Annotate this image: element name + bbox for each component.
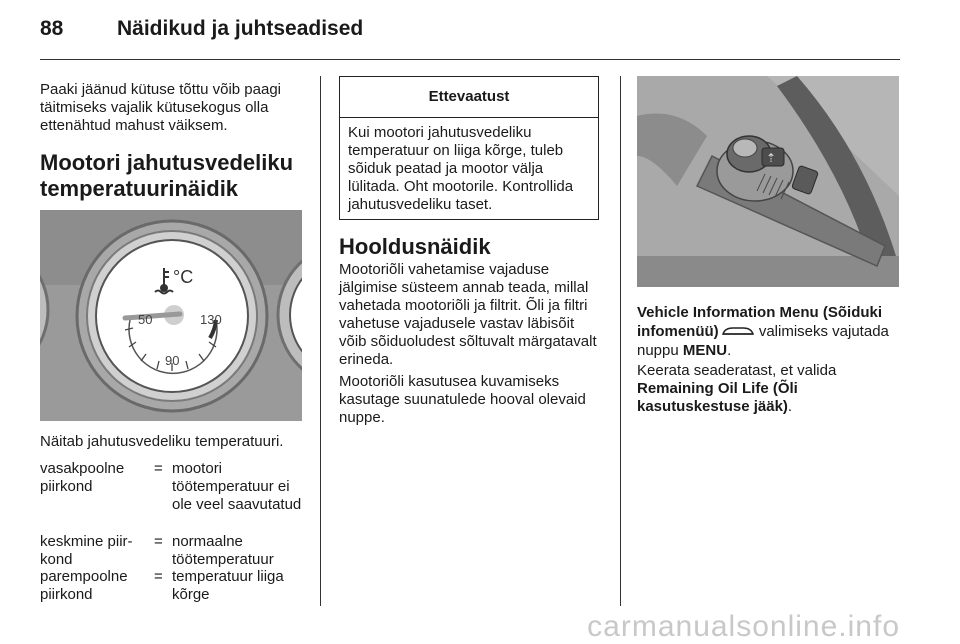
definition-desc: mootori töötemperatuur ei ole veel saavutatud	[172, 460, 302, 513]
definition-term: keskmine piir- kond	[40, 533, 133, 568]
intro-paragraph: Paaki jäänud kütuse tõttu võib paagi täitmiseks vajalik kütusekogus olla ettenähtud mahust väiksem.	[40, 81, 282, 134]
car-info-icon	[721, 324, 755, 338]
service-heading: Hooldusnäidik	[339, 234, 491, 259]
menu-paragraph	[637, 303, 903, 360]
section-title: Näidikud ja juhtseadised	[117, 17, 364, 40]
definition-row-left	[40, 460, 310, 532]
coolant-heading: Mootori jahutusvedeliku temperatuurinäidik	[40, 150, 294, 201]
column-divider-2	[620, 76, 621, 606]
column-divider-1	[320, 76, 321, 606]
menu-button-label: MENU	[682, 342, 728, 359]
tick-label-low: 50	[138, 312, 153, 327]
definition-sep: =	[154, 568, 163, 585]
definition-term: parempoolne piirkond	[40, 568, 128, 603]
select-instruction: Keerata seaderatast, et valida	[637, 362, 837, 379]
page-number: 88	[40, 17, 64, 40]
menu-end: .	[727, 342, 732, 359]
definition-desc: normaalne töötemperatuur	[172, 533, 274, 568]
select-end: .	[787, 398, 793, 415]
definition-desc: temperatuur liiga kõrge	[172, 568, 284, 603]
definition-row-right	[40, 568, 310, 604]
service-paragraph-2: Mootoriõli kasutusea kuvamiseks kasutage suunatulede hooval olevaid nuppe.	[339, 373, 586, 426]
oil-life-label: Remaining Oil Life (Õli kasutuskestuse jääk)	[637, 380, 798, 415]
definition-row-middle	[40, 533, 310, 569]
coolant-gauge-svg	[40, 210, 302, 421]
service-paragraph-1: Mootoriõli vahetamise vajaduse jälgimise süsteem annab teada, millal vahetada mootoriõli ja filtrit. Õli ja filtri vahetuse vajadusele vastav läbisõit võib sõiduoludest sõltuvalt märgatavalt erineda.	[339, 261, 597, 368]
header-rule	[40, 59, 900, 60]
definition-sep: =	[154, 533, 163, 550]
coolant-gauge-figure	[40, 210, 302, 421]
warning-box	[339, 76, 599, 220]
stalk-photo-svg	[637, 76, 899, 287]
definition-sep: =	[154, 460, 163, 477]
watermark: carmanualsonline.info	[587, 610, 900, 643]
menu-instruction: valimiseks vajutada nuppu	[637, 323, 889, 359]
select-paragraph	[637, 362, 903, 416]
menu-name: Vehicle Information Menu (Sõiduki infomenüü)	[637, 304, 883, 340]
svg-text:⇡: ⇡	[766, 151, 777, 165]
stalk-figure	[637, 76, 899, 287]
gauge-caption: Näitab jahutusvedeliku temperatuuri.	[40, 433, 284, 450]
warning-title: Ettevaatust	[340, 77, 598, 118]
definition-term: vasakpoolne piirkond	[40, 460, 125, 495]
tick-label-high: 130	[200, 312, 222, 327]
tick-label-mid: 90	[165, 353, 180, 368]
warning-text: Kui mootori jahutusvedeliku temperatuur on liiga kõrge, tuleb sõiduk peatad ja mootor välja lülitada. Oht mootorile. Kontrollida jahutusvedeliku taset.	[348, 124, 574, 213]
gauge-unit: °C	[173, 267, 194, 287]
